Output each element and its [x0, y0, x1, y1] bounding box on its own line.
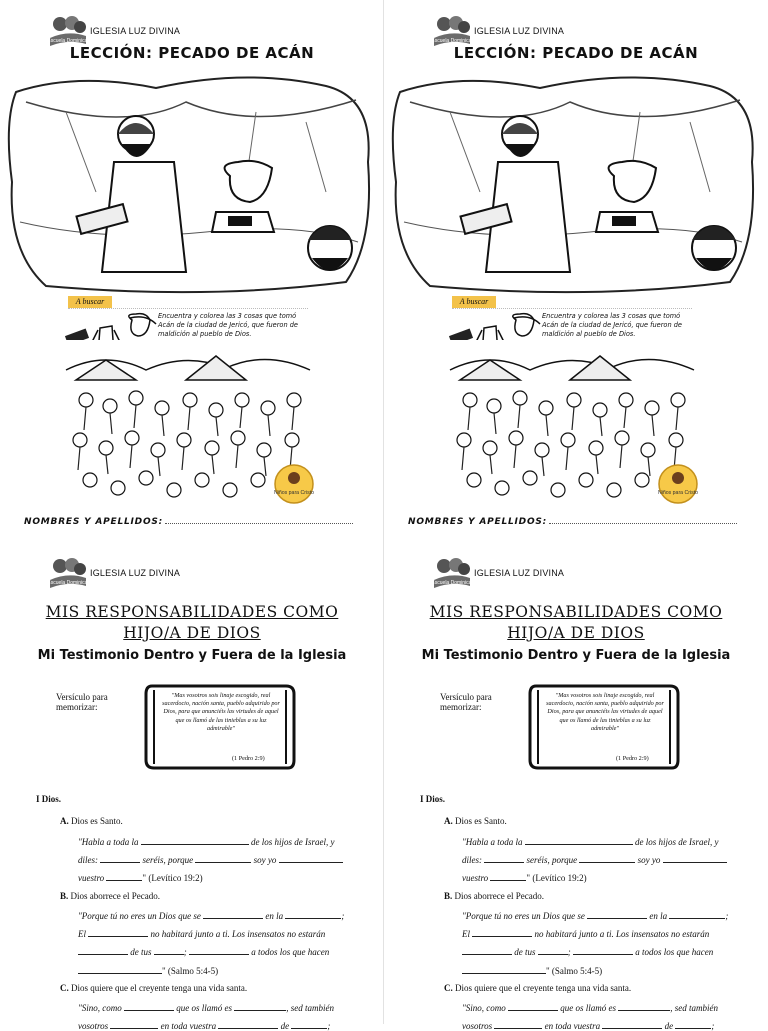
fill-blank[interactable]: [573, 946, 633, 955]
church-name: IGLESIA LUZ DIVINA: [474, 26, 565, 36]
fill-blank[interactable]: [494, 1020, 542, 1029]
verse-reference: (1 Pedro 2:9): [616, 755, 649, 762]
worksheet-page-left: [0, 512, 384, 1031]
section-heading: I Dios.: [36, 794, 62, 804]
svg-text:Escuela Dominical: Escuela Dominical: [431, 38, 473, 44]
escuela-dominical-logo: [430, 14, 474, 48]
section-b-title: B. Dios aborrece el Pecado.: [60, 891, 160, 901]
section-b-line-1: "Porque tú no eres un Dios que se en la ;: [462, 911, 729, 921]
section-b-title: B. Dios aborrece el Pecado.: [444, 891, 544, 901]
church-name: IGLESIA LUZ DIVINA: [474, 568, 565, 578]
section-c-title: C. Dios quiere que el creyente tenga una vida santa.: [60, 983, 248, 993]
verse-label: Versículo para memorizar:: [56, 692, 108, 712]
fill-blank[interactable]: [78, 946, 128, 955]
fill-blank[interactable]: [538, 946, 568, 955]
section-c-line-1: "Sino, como que os llamó es , sed también: [78, 1003, 335, 1013]
svg-text:Niños para Cristo: Niños para Cristo: [273, 490, 315, 496]
svg-text:Escuela Dominical: Escuela Dominical: [47, 580, 89, 586]
section-c-line-2: vosotros en toda vuestra de ;: [462, 1021, 715, 1031]
lesson-title: LECCIÓN: PECADO DE ACÁN: [69, 44, 315, 62]
fill-blank[interactable]: [669, 910, 725, 919]
section-a-line-2: diles: seréis, porque soy yo: [78, 854, 348, 865]
lesson-page-left: [0, 0, 384, 527]
fill-blank[interactable]: [124, 1002, 174, 1011]
section-c-title: C. Dios quiere que el creyente tenga una vida santa.: [444, 983, 632, 993]
section-b-line-2: El no habitará junto a ti. Los insensatos no estarán: [462, 929, 710, 939]
section-b-line-2: El no habitará junto a ti. Los insensatos no estarán: [78, 929, 326, 939]
worksheet-subtitle: Mi Testimonio Dentro y Fuera de la Iglesia: [37, 648, 347, 663]
fill-blank[interactable]: [462, 946, 512, 955]
buscar-section-bar: [68, 296, 308, 309]
section-a-line-1: "Habla a toda la de los hijos de Israel, y: [462, 837, 719, 847]
section-b-line-1: "Porque tú no eres un Dios que se en la ;: [78, 911, 345, 921]
fill-blank[interactable]: [587, 910, 647, 919]
fill-blank[interactable]: [490, 872, 526, 881]
fill-blank[interactable]: [663, 854, 727, 863]
worksheet-title: MIS RESPONSABILIDADES COMO HIJO/A DE DIOS: [429, 603, 723, 642]
verse-reference: (1 Pedro 2:9): [232, 755, 265, 762]
section-b-line-4: " (Salmo 5:4-5): [78, 965, 348, 976]
fill-blank[interactable]: [618, 1002, 670, 1011]
fill-blank[interactable]: [141, 836, 249, 845]
memory-verse: "Mas vosotros sois linaje escogido, real sacerdocio, nación santa, pueblo adquirido por Dios, para que anunciéis las virtudes de aquel que os llamó de las tinieblas a su luz admirable": [546, 692, 664, 732]
section-b-line-4: " (Salmo 5:4-5): [462, 965, 732, 976]
fill-blank[interactable]: [88, 928, 148, 937]
fill-blank[interactable]: [154, 946, 184, 955]
church-name: IGLESIA LUZ DIVINA: [90, 26, 181, 36]
fill-blank[interactable]: [675, 1020, 711, 1029]
fill-blank[interactable]: [285, 910, 341, 919]
fill-blank[interactable]: [602, 1020, 662, 1029]
section-a-line-3: vuestro " (Levítico 19:2): [78, 873, 203, 883]
section-b-line-3: de tus ; a todos los que hacen: [78, 946, 348, 957]
fill-blank[interactable]: [100, 854, 140, 863]
section-a-line-1: "Habla a toda la de los hijos de Israel, y: [78, 837, 335, 847]
worksheet-subtitle: Mi Testimonio Dentro y Fuera de la Iglesia: [421, 648, 731, 663]
section-a-line-3: vuestro " (Levítico 19:2): [462, 873, 587, 883]
section-c-line-1: "Sino, como que os llamó es , sed también: [462, 1003, 719, 1013]
verse-label: Versículo para memorizar:: [440, 692, 492, 712]
fill-blank[interactable]: [78, 965, 162, 974]
buscar-tag: A buscar: [452, 296, 496, 308]
escuela-dominical-logo: [430, 556, 474, 590]
escuela-dominical-logo: [46, 14, 90, 48]
fill-blank[interactable]: [110, 1020, 158, 1029]
fill-blank[interactable]: [291, 1020, 327, 1029]
buscar-tag: A buscar: [68, 296, 112, 308]
activity-instruction: Encuentra y colorea las 3 cosas que tomó Acán de la ciudad de Jericó, que fueron de maldición al pueblo de Dios.: [542, 312, 682, 338]
lesson-page-right: [384, 0, 768, 527]
section-heading: I Dios.: [420, 794, 446, 804]
memory-verse: "Mas vosotros sois linaje escogido, real sacerdocio, nación santa, pueblo adquirido por Dios, para que anunciéis las virtudes de aquel que os llamó de las tinieblas a su luz admirable": [162, 692, 280, 732]
ninos-para-cristo-badge: [658, 464, 698, 504]
name-label: NOMBRES Y APELLIDOS:: [24, 517, 164, 527]
fill-blank[interactable]: [218, 1020, 278, 1029]
fill-blank[interactable]: [525, 836, 633, 845]
worksheet-page-right: [384, 512, 768, 1031]
svg-text:Niños para Cristo: Niños para Cristo: [657, 490, 699, 496]
section-a-line-2: diles: seréis, porque soy yo: [462, 854, 732, 865]
svg-text:Escuela Dominical: Escuela Dominical: [47, 38, 89, 44]
fill-blank[interactable]: [484, 854, 524, 863]
fill-blank[interactable]: [462, 965, 546, 974]
section-a-title: A. Dios es Santo.: [444, 816, 507, 826]
svg-text:Escuela Dominical: Escuela Dominical: [431, 580, 473, 586]
fill-blank[interactable]: [106, 872, 142, 881]
fill-blank[interactable]: [234, 1002, 286, 1011]
fill-blank[interactable]: [472, 928, 532, 937]
section-b-line-3: de tus ; a todos los que hacen: [462, 946, 732, 957]
fill-blank[interactable]: [189, 946, 249, 955]
fill-blank[interactable]: [508, 1002, 558, 1011]
achan-tent-illustration: [6, 72, 378, 296]
fill-blank[interactable]: [203, 910, 263, 919]
achan-tent-illustration: [390, 72, 762, 296]
section-a-title: A. Dios es Santo.: [60, 816, 123, 826]
church-name: IGLESIA LUZ DIVINA: [90, 568, 181, 578]
fill-blank[interactable]: [195, 854, 251, 863]
buscar-section-bar: [452, 296, 692, 309]
lesson-title: LECCIÓN: PECADO DE ACÁN: [453, 44, 699, 62]
ninos-para-cristo-badge: [274, 464, 314, 504]
escuela-dominical-logo: [46, 556, 90, 590]
worksheet-title: MIS RESPONSABILIDADES COMO HIJO/A DE DIOS: [45, 603, 339, 642]
activity-instruction: Encuentra y colorea las 3 cosas que tomó Acán de la ciudad de Jericó, que fueron de maldición al pueblo de Dios.: [158, 312, 298, 338]
name-label: NOMBRES Y APELLIDOS:: [408, 517, 548, 527]
fill-blank[interactable]: [579, 854, 635, 863]
fill-blank[interactable]: [279, 854, 343, 863]
section-c-line-2: vosotros en toda vuestra de ;: [78, 1021, 331, 1031]
